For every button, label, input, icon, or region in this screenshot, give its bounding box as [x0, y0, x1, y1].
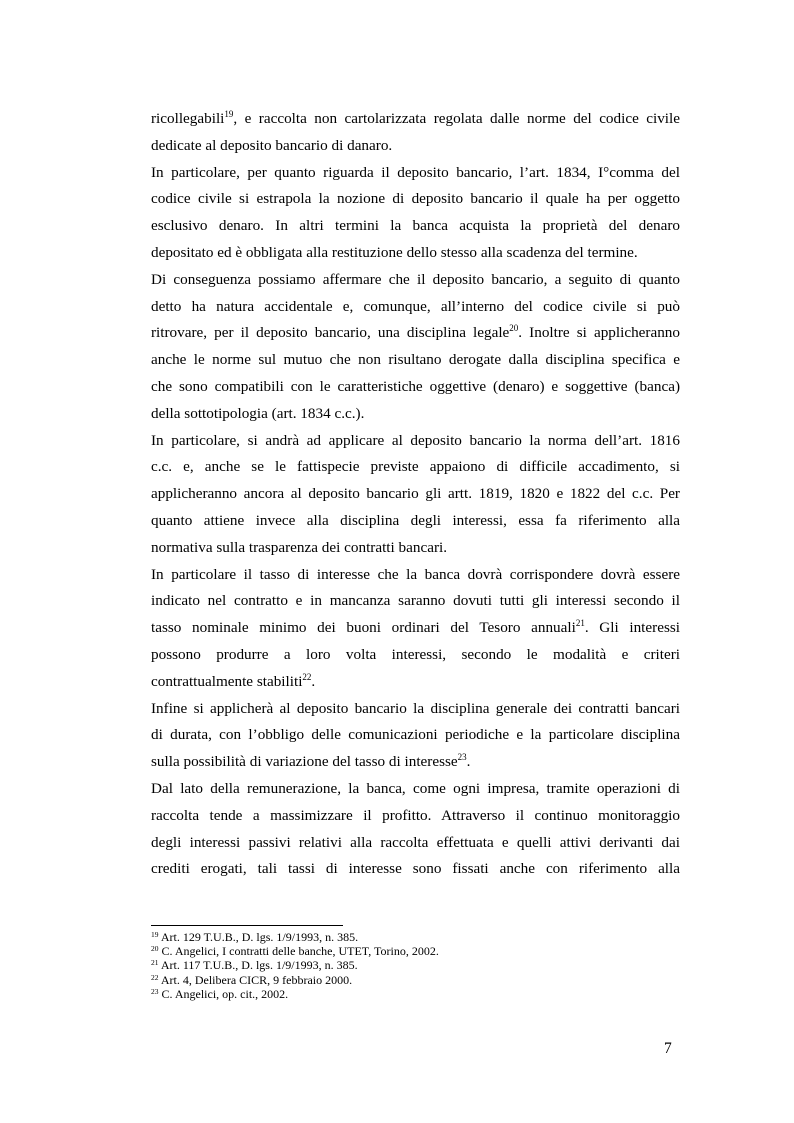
footnote: $^{23}$ C. Angelici, op. cit., 2002. — [151, 986, 289, 1001]
text-line: quanto attiene invece alla disciplina degli interessi, essa fa riferimento alla — [151, 512, 680, 529]
footnote: $^{21}$ Art. 117 T.U.B., D. lgs. 1/9/1993, n. 385. — [151, 958, 358, 973]
text-line: di durata, con l’obbligo delle comunicazioni periodiche e la particolare disciplina — [151, 726, 680, 744]
text-line: crediti erogati, tali tassi di interesse sono fissati anche con riferimento alla — [151, 860, 680, 878]
text-line: ricollegabili$^{19}$, e raccolta non cartolarizzata regolata dalle norme del codice civile — [151, 109, 680, 127]
text-line: codice civile si estrapola la nozione di deposito bancario il quale ha per oggetto — [151, 190, 680, 208]
text-line: normativa sulla trasparenza dei contratti bancari. — [151, 538, 448, 556]
text-line: In particolare il tasso di interesse che la banca dovrà corrispondere dovrà essere — [151, 565, 680, 583]
footnote-ref: 21 — [575, 618, 585, 629]
page-number: 7 — [664, 1040, 672, 1057]
footnote: $^{19}$ Art. 129 T.U.B., D. lgs. 1/9/1993, n. 385. — [151, 930, 359, 944]
text-line: Infine si applicherà al deposito bancario la disciplina generale dei contratti bancari — [151, 699, 680, 717]
footnote: $^{22}$ Art. 4, Delibera CICR, 9 febbraio 2000. — [151, 972, 353, 987]
text-line: Di conseguenza possiamo affermare che il deposito bancario, a seguito di quanto — [151, 270, 680, 288]
footnote-ref: 20 — [509, 323, 519, 334]
text-line: che sono compatibili con le caratteristiche oggettive (denaro) e soggettive (banca) — [151, 378, 680, 395]
text-line: possono produrre a loro volta interessi, secondo le modalità e criteri — [151, 646, 680, 663]
footnote-ref: 19 — [224, 109, 234, 119]
text-line: contrattualmente stabiliti$^{22}$. — [151, 671, 316, 690]
text-line: ritrovare, per il deposito bancario, una disciplina legale$^{20}$. Inoltre si applicheranno — [151, 323, 680, 342]
text-line: In particolare, per quanto riguarda il deposito bancario, l’art. 1834, I°comma del — [151, 163, 680, 181]
footnote-separator — [151, 925, 343, 926]
text-line: anche le norme sul mutuo che non risultano derogate dalla disciplina specifica e — [151, 351, 680, 369]
text-line: applicheranno ancora al deposito bancario gli artt. 1819, 1820 e 1822 del c.c. Per — [151, 485, 680, 503]
text-line: detto ha natura accidentale e, comunque, all’interno del codice civile si può — [151, 297, 680, 315]
text-line: sulla possibilità di variazione del tasso di interesse$^{23}$. — [151, 752, 471, 771]
footnote-ref: 23 — [457, 752, 467, 763]
footnote-ref: 22 — [302, 671, 312, 682]
text-line: indicato nel contratto e in mancanza saranno dovuti tutti gli interessi secondo il — [151, 592, 680, 610]
text-line: dedicate al deposito bancario di danaro. — [151, 136, 393, 154]
text-line: della sottotipologia (art. 1834 c.c.). — [151, 404, 365, 422]
text-line: c.c. e, anche se le fattispecie previste appaiono di difficile accadimento, si — [151, 458, 680, 476]
text-line: In particolare, si andrà ad applicare al deposito bancario la norma dell’art. 1816 — [151, 431, 680, 449]
footnote: $^{20}$ C. Angelici, I contratti delle banche, UTET, Torino, 2002. — [151, 944, 439, 959]
text-line: degli interessi passivi relativi alla raccolta effettuata e quelli attivi derivanti dai — [151, 833, 680, 851]
text-line: Dal lato della remunerazione, la banca, come ogni impresa, tramite operazioni di — [151, 780, 680, 797]
text-line: tasso nominale minimo dei buoni ordinari del Tesoro annuali$^{21}$. Gli interessi — [151, 618, 680, 637]
text-line: raccolta tende a massimizzare il profitto. Attraverso il continuo monitoraggio — [151, 806, 680, 824]
text-line: depositato ed è obbligata alla restituzione dello stesso alla scadenza del termine. — [151, 244, 638, 261]
text-line: esclusivo denaro. In altri termini la banca acquista la proprietà del denaro — [151, 217, 680, 235]
